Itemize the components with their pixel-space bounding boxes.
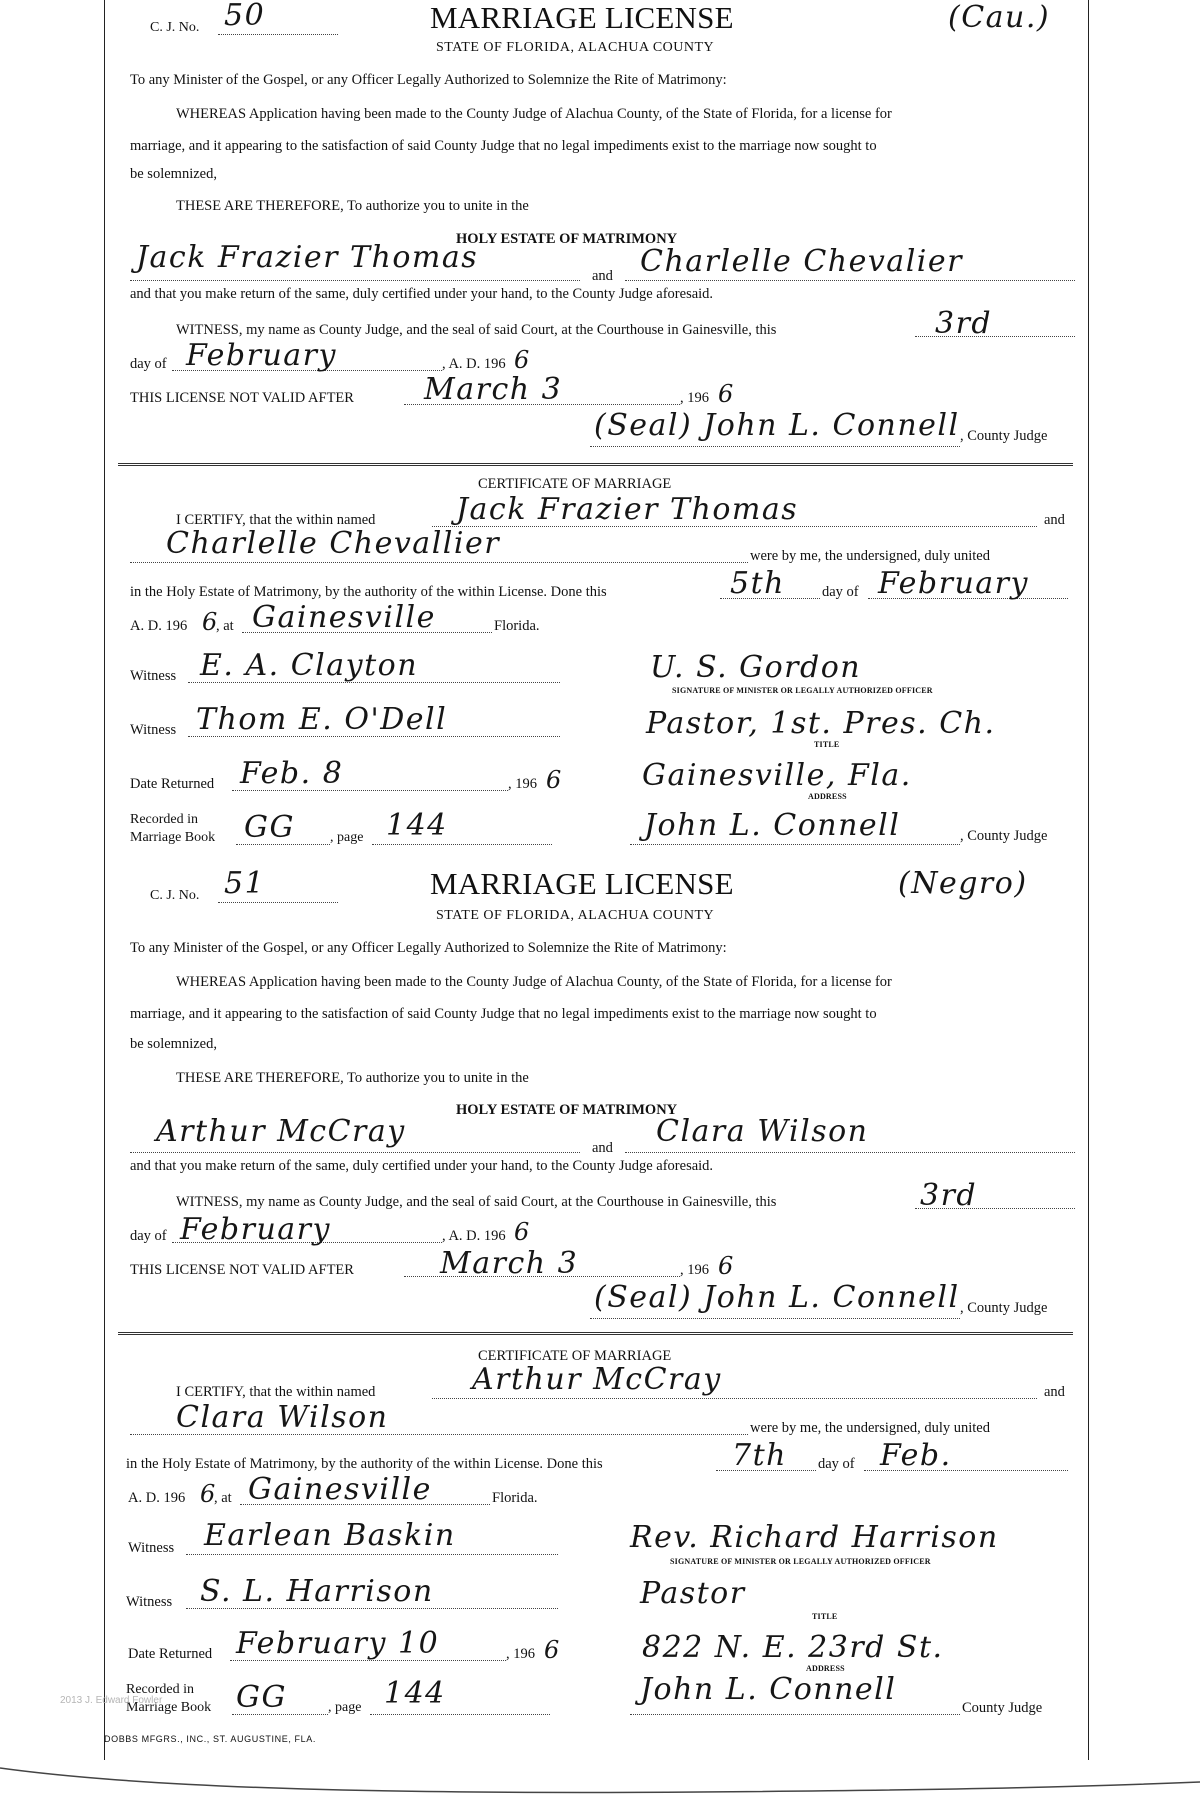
cert-groom-name: Jack Frazier Thomas: [456, 492, 799, 527]
issue-year-digit: 6: [514, 1218, 531, 1246]
return-line: and that you make return of the same, duly certified under your hand, to the County Judge aforesaid.: [130, 1158, 714, 1174]
recorded-judge-signature: John L. Connell: [640, 1672, 897, 1707]
page-bottom-edge: [0, 1760, 1200, 1796]
not-valid-year-label: , 196: [680, 390, 709, 406]
witness-2-name: S. L. Harrison: [200, 1574, 434, 1609]
place-name: Gainesville: [248, 1472, 432, 1507]
cert-groom-name: Arthur McCray: [472, 1362, 722, 1397]
issue-day: 3rd: [920, 1178, 978, 1213]
not-valid-year-digit: 6: [718, 1252, 735, 1280]
not-valid-label: THIS LICENSE NOT VALID AFTER: [130, 390, 354, 406]
judge-signature: (Seal) John L. Connell: [594, 408, 960, 443]
page-line: [372, 844, 552, 845]
issue-year-digit: 6: [514, 346, 531, 374]
certificate-title: CERTIFICATE OF MARRIAGE: [478, 1348, 672, 1364]
returned-year-digit: 6: [546, 766, 563, 794]
done-year-digit: 6: [202, 608, 219, 636]
minister-caption: SIGNATURE OF MINISTER OR LEGALLY AUTHORIZED OFFICER: [670, 1557, 931, 1566]
groom-name: Arthur McCray: [156, 1114, 406, 1149]
witness-1-label: Witness: [130, 668, 177, 684]
day-of-label: day of: [130, 356, 167, 372]
and-word: and: [592, 268, 613, 284]
address-value: Gainesville, Fla.: [642, 758, 912, 793]
not-valid-date: March 3: [440, 1246, 579, 1281]
bride-name: Charlelle Chevalier: [640, 244, 963, 279]
witness-1-line: [186, 1554, 558, 1555]
not-valid-year-label: , 196: [680, 1262, 709, 1278]
groom-line: [130, 1152, 580, 1153]
bride-line: [625, 280, 1075, 281]
done-year-digit: 6: [200, 1480, 217, 1508]
ad-label: , A. D. 196: [442, 1228, 506, 1244]
witness-2-label: Witness: [130, 722, 177, 738]
whereas-line-1: WHEREAS Application having been made to the County Judge of Alachua County, of the State of Florida, for a license for: [176, 106, 892, 122]
date-returned: February 10: [236, 1626, 440, 1661]
issue-day: 3rd: [935, 306, 993, 341]
cert-and-word: and: [1044, 1384, 1065, 1400]
ad-label: , A. D. 196: [442, 356, 506, 372]
issue-month: February: [186, 338, 337, 373]
witness-1-name: Earlean Baskin: [204, 1518, 456, 1553]
certify-label: I CERTIFY, that the within named: [176, 1384, 376, 1400]
address-caption: ADDRESS: [806, 1664, 845, 1673]
state-county-line: STATE OF FLORIDA, ALACHUA COUNTY: [436, 40, 715, 55]
day-of-label: day of: [130, 1228, 167, 1244]
judge-signature-line: [590, 446, 960, 447]
holy-estate-line: in the Holy Estate of Matrimony, by the authority of the within License. Done this: [126, 1456, 603, 1472]
title-caption: TITLE: [812, 1612, 838, 1621]
witness-statement: WITNESS, my name as County Judge, and the seal of said Court, at the Courthouse in Gainesville, this: [176, 322, 777, 338]
bride-line: [625, 1152, 1075, 1153]
county-judge-label: , County Judge: [960, 428, 1048, 444]
authorize-line: THESE ARE THEREFORE, To authorize you to unite in the: [176, 1070, 529, 1086]
done-day: 7th: [732, 1438, 787, 1473]
county-judge-label-2: County Judge: [962, 1700, 1043, 1716]
recorded-in-label: Recorded in: [130, 812, 199, 827]
witness-statement: WITNESS, my name as County Judge, and the seal of said Court, at the Courthouse in Gainesville, this: [176, 1194, 777, 1210]
section-divider-1: [118, 463, 1073, 466]
right-border-line: [1088, 0, 1089, 1760]
bride-name: Clara Wilson: [656, 1114, 869, 1149]
license-title: MARRIAGE LICENSE: [430, 0, 734, 35]
cj-number: 50: [224, 0, 266, 33]
marriage-book-label: Marriage Book: [130, 830, 216, 845]
witness-1-name: E. A. Clayton: [200, 648, 419, 683]
cert-bride-name: Charlelle Chevallier: [166, 526, 501, 561]
minister-signature: Rev. Richard Harrison: [630, 1520, 999, 1555]
day-of-label-2: day of: [818, 1456, 855, 1472]
date-returned-label: Date Returned: [128, 1646, 213, 1662]
section-divider-2: [118, 1332, 1073, 1335]
judge-signature: (Seal) John L. Connell: [594, 1280, 960, 1315]
at-label: , at: [216, 618, 234, 634]
were-by-me-line: were by me, the undersigned, duly united: [750, 548, 990, 564]
cj-number-line: [218, 902, 338, 903]
minister-caption: SIGNATURE OF MINISTER OR LEGALLY AUTHORIZED OFFICER: [672, 686, 933, 695]
date-returned-label: Date Returned: [130, 776, 215, 792]
witness-2-label: Witness: [126, 1594, 173, 1610]
and-word: and: [592, 1140, 613, 1156]
groom-line: [130, 280, 580, 281]
judge-signature-line: [590, 1318, 960, 1319]
page-line: [370, 1714, 550, 1715]
cert-bride-name: Clara Wilson: [176, 1400, 389, 1435]
recorded-judge-line: [630, 1714, 960, 1715]
address-line: To any Minister of the Gospel, or any Officer Legally Authorized to Solemnize the Rite of Matrimony:: [130, 72, 727, 88]
whereas-line-3: be solemnized,: [130, 1036, 217, 1052]
address-value: 822 N. E. 23rd St.: [642, 1630, 944, 1665]
printer-imprint: DOBBS MFGRS., INC., ST. AUGUSTINE, FLA.: [104, 1734, 316, 1744]
county-judge-label-2: , County Judge: [960, 828, 1048, 844]
address-line: To any Minister of the Gospel, or any Officer Legally Authorized to Solemnize the Rite of Matrimony:: [130, 940, 727, 956]
marriage-book-label: Marriage Book: [126, 1700, 212, 1715]
not-valid-date: March 3: [424, 372, 563, 407]
groom-name: Jack Frazier Thomas: [136, 240, 479, 275]
not-valid-year-digit: 6: [718, 380, 735, 408]
side-watermark: 2013 J. Edward Fowler: [60, 1695, 163, 1706]
were-by-me-line: were by me, the undersigned, duly united: [750, 1420, 990, 1436]
done-day: 5th: [730, 566, 785, 601]
page-label: , page: [330, 830, 364, 845]
cj-number-line: [218, 34, 338, 35]
state-county-line: STATE OF FLORIDA, ALACHUA COUNTY: [436, 908, 715, 923]
left-border-line: [104, 0, 105, 1760]
race-annotation: (Cau.): [948, 0, 1051, 35]
county-judge-label: , County Judge: [960, 1300, 1048, 1316]
whereas-line-2: marriage, and it appearing to the satisfaction of said County Judge that no legal impediments exist to the marriage now sought to: [130, 1006, 877, 1022]
certify-label: I CERTIFY, that the within named: [176, 512, 376, 528]
recorded-judge-signature: John L. Connell: [644, 808, 901, 843]
page-label: , page: [328, 1700, 362, 1715]
date-returned: Feb. 8: [240, 756, 344, 791]
place-name: Gainesville: [252, 600, 436, 635]
day-of-label-2: day of: [822, 584, 859, 600]
whereas-line-3: be solemnized,: [130, 166, 217, 182]
whereas-line-2: marriage, and it appearing to the satisfaction of said County Judge that no legal impediments exist to the marriage now sought to: [130, 138, 877, 154]
ad-label-2: A. D. 196: [128, 1490, 186, 1506]
recorded-judge-line: [630, 844, 960, 845]
witness-1-label: Witness: [128, 1540, 175, 1556]
ad-label-2: A. D. 196: [130, 618, 188, 634]
title-value: Pastor: [640, 1576, 746, 1611]
at-label: , at: [214, 1490, 232, 1506]
book-value: GG: [236, 1680, 287, 1715]
recorded-in-label: Recorded in: [126, 1682, 195, 1697]
book-value: GG: [244, 810, 295, 845]
cert-and-word: and: [1044, 512, 1065, 528]
page-value: 144: [384, 1676, 446, 1711]
florida-label: Florida.: [494, 618, 540, 634]
done-month: February: [878, 566, 1029, 601]
race-annotation: (Negro): [898, 866, 1028, 901]
returned-year-label: , 196: [508, 776, 537, 792]
witness-2-name: Thom E. O'Dell: [196, 702, 448, 737]
issue-month: February: [180, 1212, 331, 1247]
title-value: Pastor, 1st. Pres. Ch.: [646, 706, 996, 741]
holy-estate-heading: HOLY ESTATE OF MATRIMONY: [456, 231, 678, 247]
returned-year-label: , 196: [506, 1646, 535, 1662]
page-value: 144: [386, 808, 448, 843]
authorize-line: THESE ARE THEREFORE, To authorize you to unite in the: [176, 198, 529, 214]
minister-signature: U. S. Gordon: [650, 650, 862, 685]
cj-number: 51: [224, 866, 266, 901]
cj-number-label: C. J. No.: [150, 20, 200, 35]
florida-label: Florida.: [492, 1490, 538, 1506]
title-caption: TITLE: [814, 740, 840, 749]
cert-bride-line: [130, 562, 748, 563]
cj-number-label: C. J. No.: [150, 888, 200, 903]
not-valid-label: THIS LICENSE NOT VALID AFTER: [130, 1262, 354, 1278]
certificate-title: CERTIFICATE OF MARRIAGE: [478, 476, 672, 492]
whereas-line-1: WHEREAS Application having been made to the County Judge of Alachua County, of the State of Florida, for a license for: [176, 974, 892, 990]
returned-year-digit: 6: [544, 1636, 561, 1664]
holy-estate-line: in the Holy Estate of Matrimony, by the authority of the within License. Done this: [130, 584, 607, 600]
return-line: and that you make return of the same, duly certified under your hand, to the County Judge aforesaid.: [130, 286, 714, 302]
license-title: MARRIAGE LICENSE: [430, 866, 734, 901]
done-month: Feb.: [880, 1438, 952, 1473]
holy-estate-heading: HOLY ESTATE OF MATRIMONY: [456, 1102, 678, 1118]
address-caption: ADDRESS: [808, 792, 847, 801]
cert-groom-line: [432, 1398, 1037, 1399]
